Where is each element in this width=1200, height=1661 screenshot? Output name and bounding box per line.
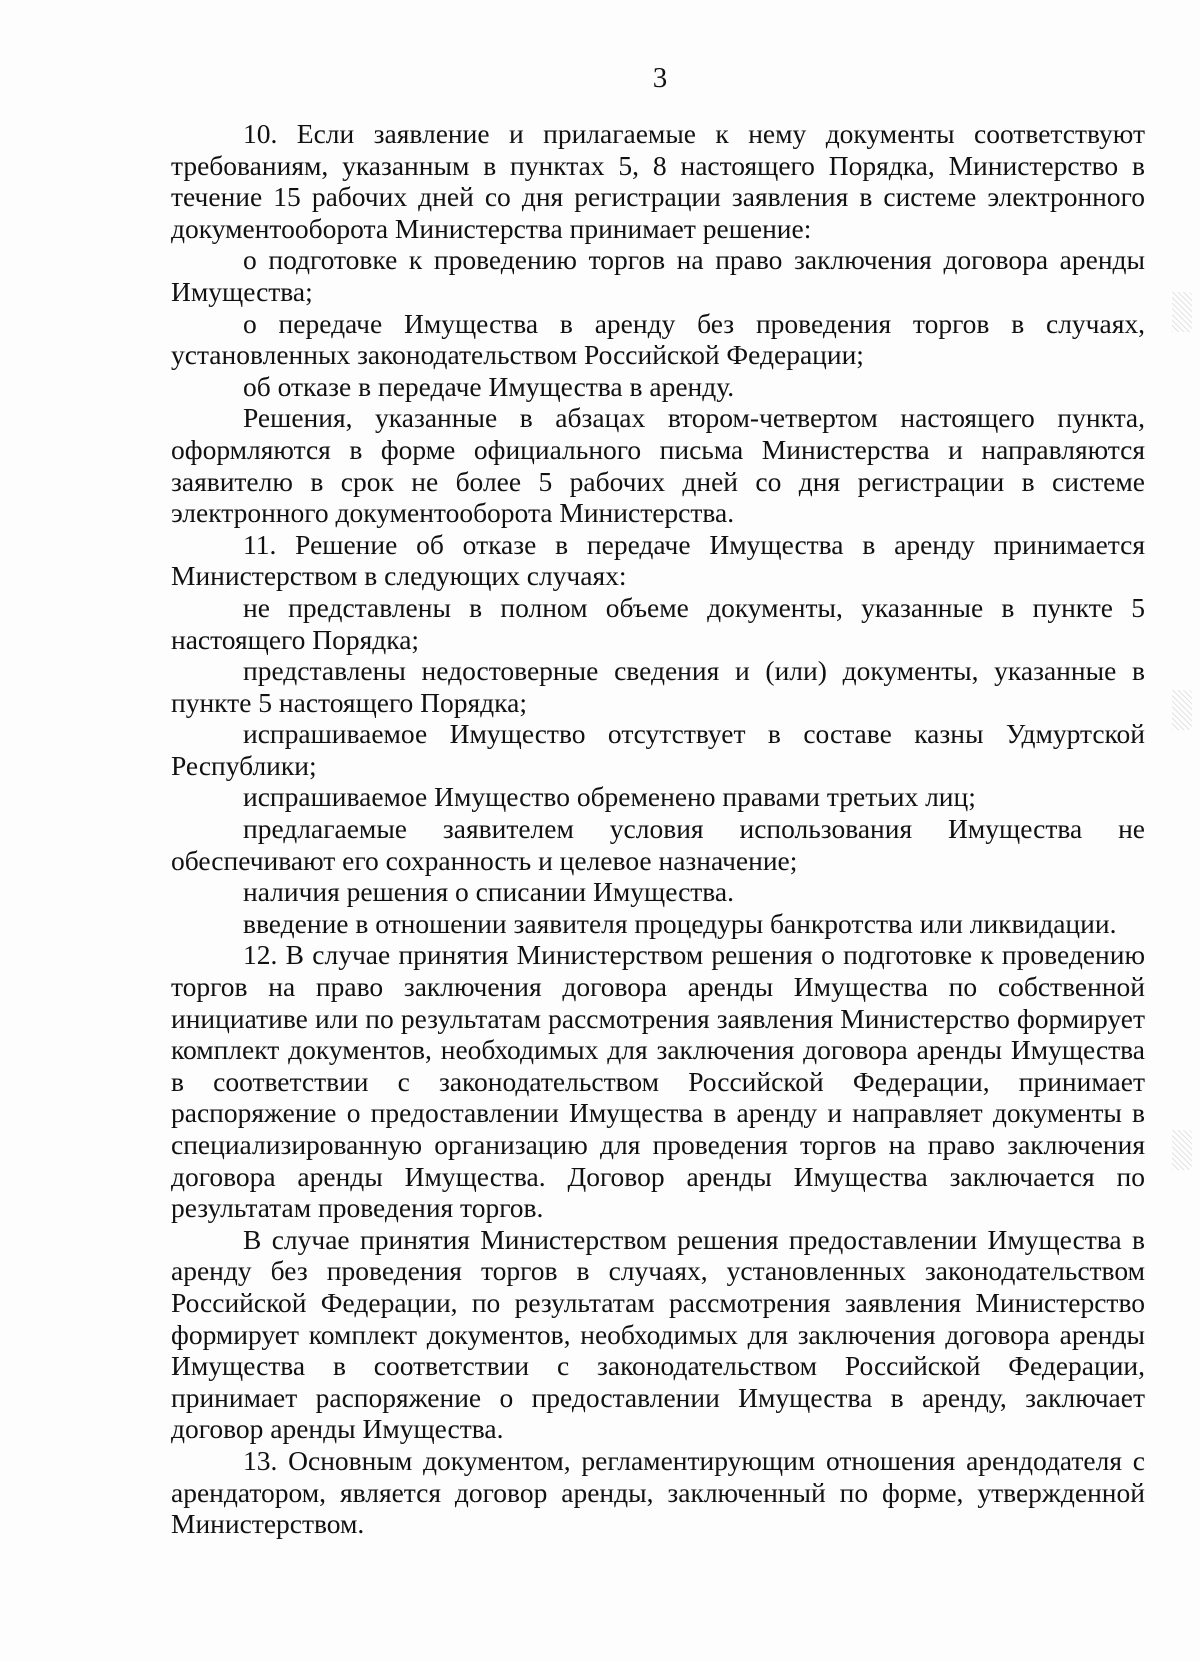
scan-noise: [1172, 292, 1192, 332]
scan-noise: [1172, 1130, 1192, 1170]
paragraph-refusal-reason-3: испрашиваемое Имущество отсутствует в составе казны Удмуртской Республики;: [171, 718, 1145, 781]
paragraph-13: 13. Основным документом, регламентирующим отношения арендодателя с арендатором, является договор аренды, заключенный по форме, утвержденной Министерством.: [171, 1444, 1145, 1540]
paragraph-refusal-reason-7: введение в отношении заявителя процедуры банкротства или ликвидации.: [243, 907, 1117, 939]
page-number: 3: [652, 62, 668, 94]
paragraph-option-refusal: об отказе в передаче Имущества в аренду.: [243, 370, 735, 402]
paragraph-11: 11. Решение об отказе в передаче Имущества в аренду принимается Министерством в следующих случаях:: [171, 528, 1145, 592]
paragraph-option-no-tender: о передаче Имущества в аренду без проведения торгов в случаях, установленных законодательством Российской Федерации;: [171, 307, 1145, 371]
paragraph-option-tender: о подготовке к проведению торгов на право заключения договора аренды Имущества;: [171, 244, 1145, 307]
document-body: [171, 118, 1145, 1540]
paragraph-refusal-reason-1: не представлены в полном объеме документы, указанные в пункте 5 настоящего Порядка;: [171, 591, 1145, 655]
paragraph-refusal-reason-6: наличия решения о списании Имущества.: [243, 876, 735, 908]
paragraph-refusal-reason-4: испрашиваемое Имущество обременено правами третьих лиц;: [243, 781, 976, 813]
paragraph-12-no-tender: В случае принятия Министерством решения предоставлении Имущества в аренду без проведения торгов в случаях, установленных законодательством Российской Федерации, по результатам рассмотрения заявления Министерство формирует комплект документов, необходимых для заключения договора аренды Имущества в соответствии с законодательством Российской Федерации, принимает распоряжение о предоставлении Имущества в аренду, заключает договор аренды Имущества.: [171, 1223, 1145, 1445]
paragraph-refusal-reason-5: предлагаемые заявителем условия использования Имущества не обеспечивают его сохранность и целевое назначение;: [171, 813, 1145, 876]
paragraph-refusal-reason-2: представлены недостоверные сведения и (или) документы, указанные в пункте 5 настоящего Порядка;: [171, 655, 1145, 718]
scan-noise: [1172, 690, 1192, 730]
paragraph-12: 12. В случае принятия Министерством решения о подготовке к проведению торгов на право заключения договора аренды Имущества по собственной инициативе или по результатам рассмотрения заявления Министерство формирует комплект документов, необходимых для заключения договора аренды Имущества в соответствии с законодательством Российской Федерации, принимает распоряжение о предоставлении Имущества в аренду и направляет документы в специализированную организацию для проведения торгов на право заключения договора аренды Имущества. Договор аренды Имущества заключается по результатам проведения торгов.: [171, 939, 1145, 1224]
paragraph-decision-form: Решения, указанные в абзацах втором-четвертом настоящего пункта, оформляются в форме официального письма Министерства и направляются заявителю в срок не более 5 рабочих дней со дня регистрации в системе электронного документооборота Министерства.: [171, 402, 1145, 529]
paragraph-10: 10. Если заявление и прилагаемые к нему документы соответствуют требованиям, указанным в пунктах 5, 8 настоящего Порядка, Министерство в течение 15 рабочих дней со дня регистрации заявления в системе электронного документооборота Министерства принимает решение:: [171, 118, 1145, 244]
